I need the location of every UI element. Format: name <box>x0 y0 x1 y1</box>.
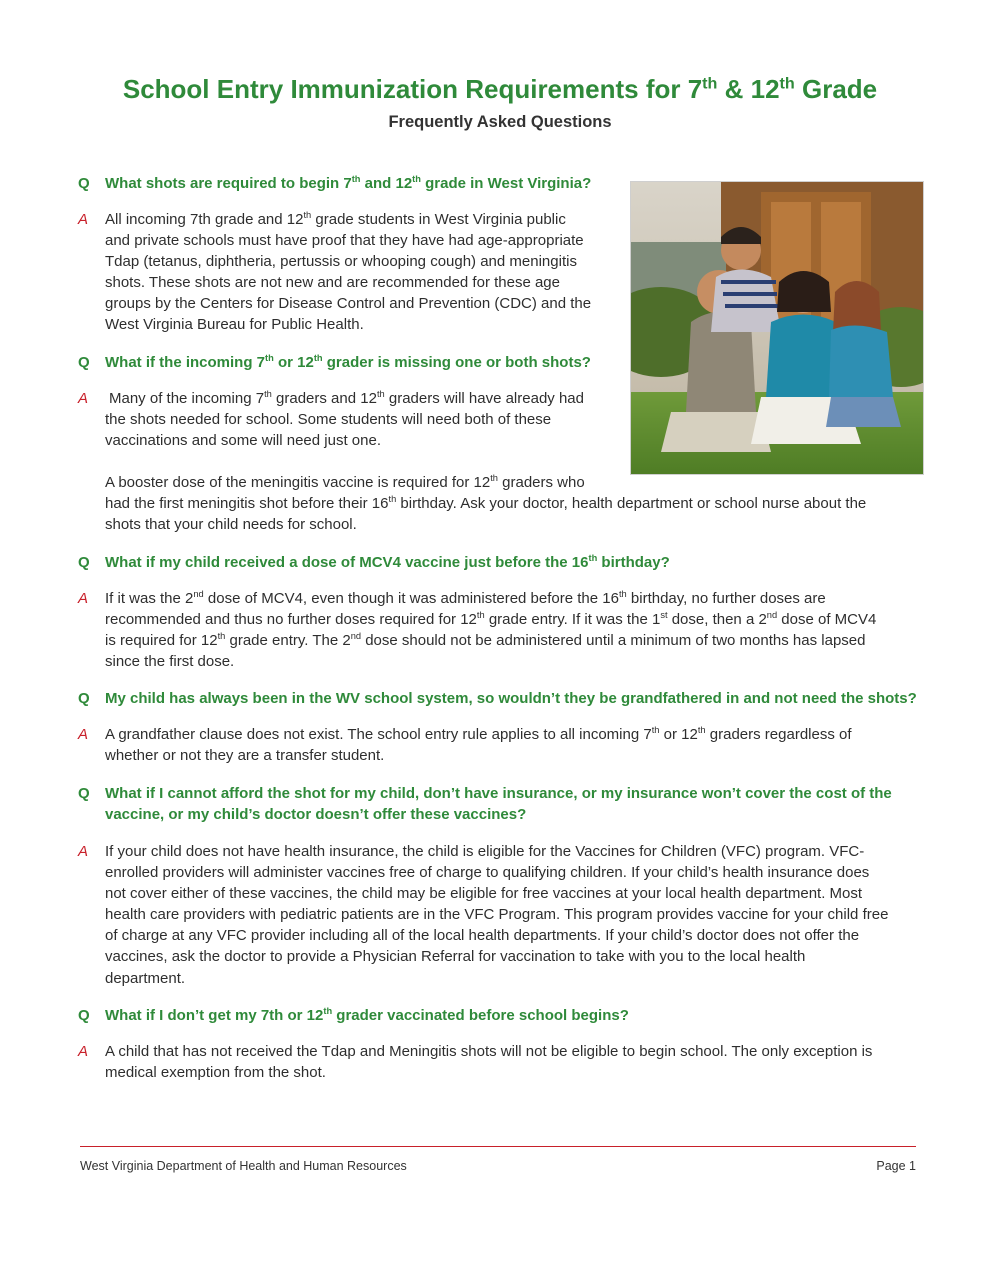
question-2: Q What if the incoming 7th or 12th grader is missing one or both shots? <box>78 353 591 371</box>
footer-divider <box>80 1146 916 1147</box>
answer-5: A If your child does not have health insurance, the child is eligible for the Vaccines for Children (VFC) program. VFC- enrolled providers will administer vaccines free of charge to qualifying children. If your child’s health insurance does not cover either of these vaccines, the child may be eligible for free vaccines at your local health department. Most health care providers with pediatric patients are in the VFC Program. This program provides vaccine for your child free of charge at any VFC provider including all of the local health departments. If your child’s doctor does not offer the vaccines, ask the doctor to provide a Physician Referral for vaccination to take with you to the local health department. <box>78 843 889 987</box>
page-subtitle: Frequently Asked Questions <box>388 113 612 131</box>
footer-organization: West Virginia Department of Health and Human Resources <box>80 1159 407 1173</box>
answer-marker: A <box>78 211 89 228</box>
answer-6: A A child that has not received the Tdap and Meningitis shots will not be eligible to begin school. The only exception is medical exemption from the shot. <box>78 1043 873 1082</box>
page-number: Page 1 <box>876 1159 916 1173</box>
answer-marker: A <box>78 390 89 407</box>
answer-2: A Many of the incoming 7th graders and 12th graders will have already had the shots needed for school. Some students will need both of these vaccinations and some will need just one. A booster dose of the meningitis vaccine is required for 12th graders who had the first meningitis shot before their 16th birthday. Ask your doctor, health department or school nurse about the shots that your child needs for school. <box>78 389 867 534</box>
answer-4: A A grandfather clause does not exist. The school entry rule applies to all incoming 7th or 12th graders regardless of whether or not they are a transfer student. <box>78 725 852 765</box>
question-marker: Q <box>78 354 90 371</box>
answer-marker: A <box>78 1043 89 1060</box>
answer-marker: A <box>78 843 89 860</box>
page-title: School Entry Immunization Requirements for 7th & 12th Grade <box>122 74 878 104</box>
question-marker: Q <box>78 1007 90 1024</box>
question-marker: Q <box>78 690 90 707</box>
answer-1: A All incoming 7th grade and 12th grade students in West Virginia public and private schools must have proof that they have had age-appropriate Tdap (tetanus, diphtheria, pertussis or whooping cough) and meningitis shots. These shots are not new and are recommended for these age groups by the Centers for Disease Control and Prevention (CDC) and the West Virginia Bureau for Public Health. <box>78 210 592 334</box>
question-6: Q What if I don’t get my 7th or 12th grader vaccinated before school begins? <box>78 1006 629 1024</box>
question-marker: Q <box>78 554 90 571</box>
question-marker: Q <box>78 175 90 192</box>
question-5: Q What if I cannot afford the shot for my child, don’t have insurance, or my insurance won’t cover the cost of the vaccine, or my child’s doctor doesn’t offer these vaccines? <box>78 785 892 823</box>
answer-marker: A <box>78 726 89 743</box>
answer-marker: A <box>78 590 89 607</box>
question-1: Q What shots are required to begin 7th and 12th grade in West Virginia? <box>78 174 592 192</box>
answer-3: A If it was the 2nd dose of MCV4, even though it was administered before the 16th birthday, no further doses are recommended and thus no further doses required for 12th grade entry. If it was the 1st dose, then a 2nd dose of MCV4 is required for 12th grade entry. The 2nd dose should not be administered until a minimum of two months has lapsed since the first dose. <box>78 589 877 671</box>
question-3: Q What if my child received a dose of MCV4 vaccine just before the 16th birthday? <box>78 553 670 571</box>
question-marker: Q <box>78 785 90 802</box>
question-4: Q My child has always been in the WV school system, so wouldn’t they be grandfathered in and not need the shots? <box>78 690 917 707</box>
